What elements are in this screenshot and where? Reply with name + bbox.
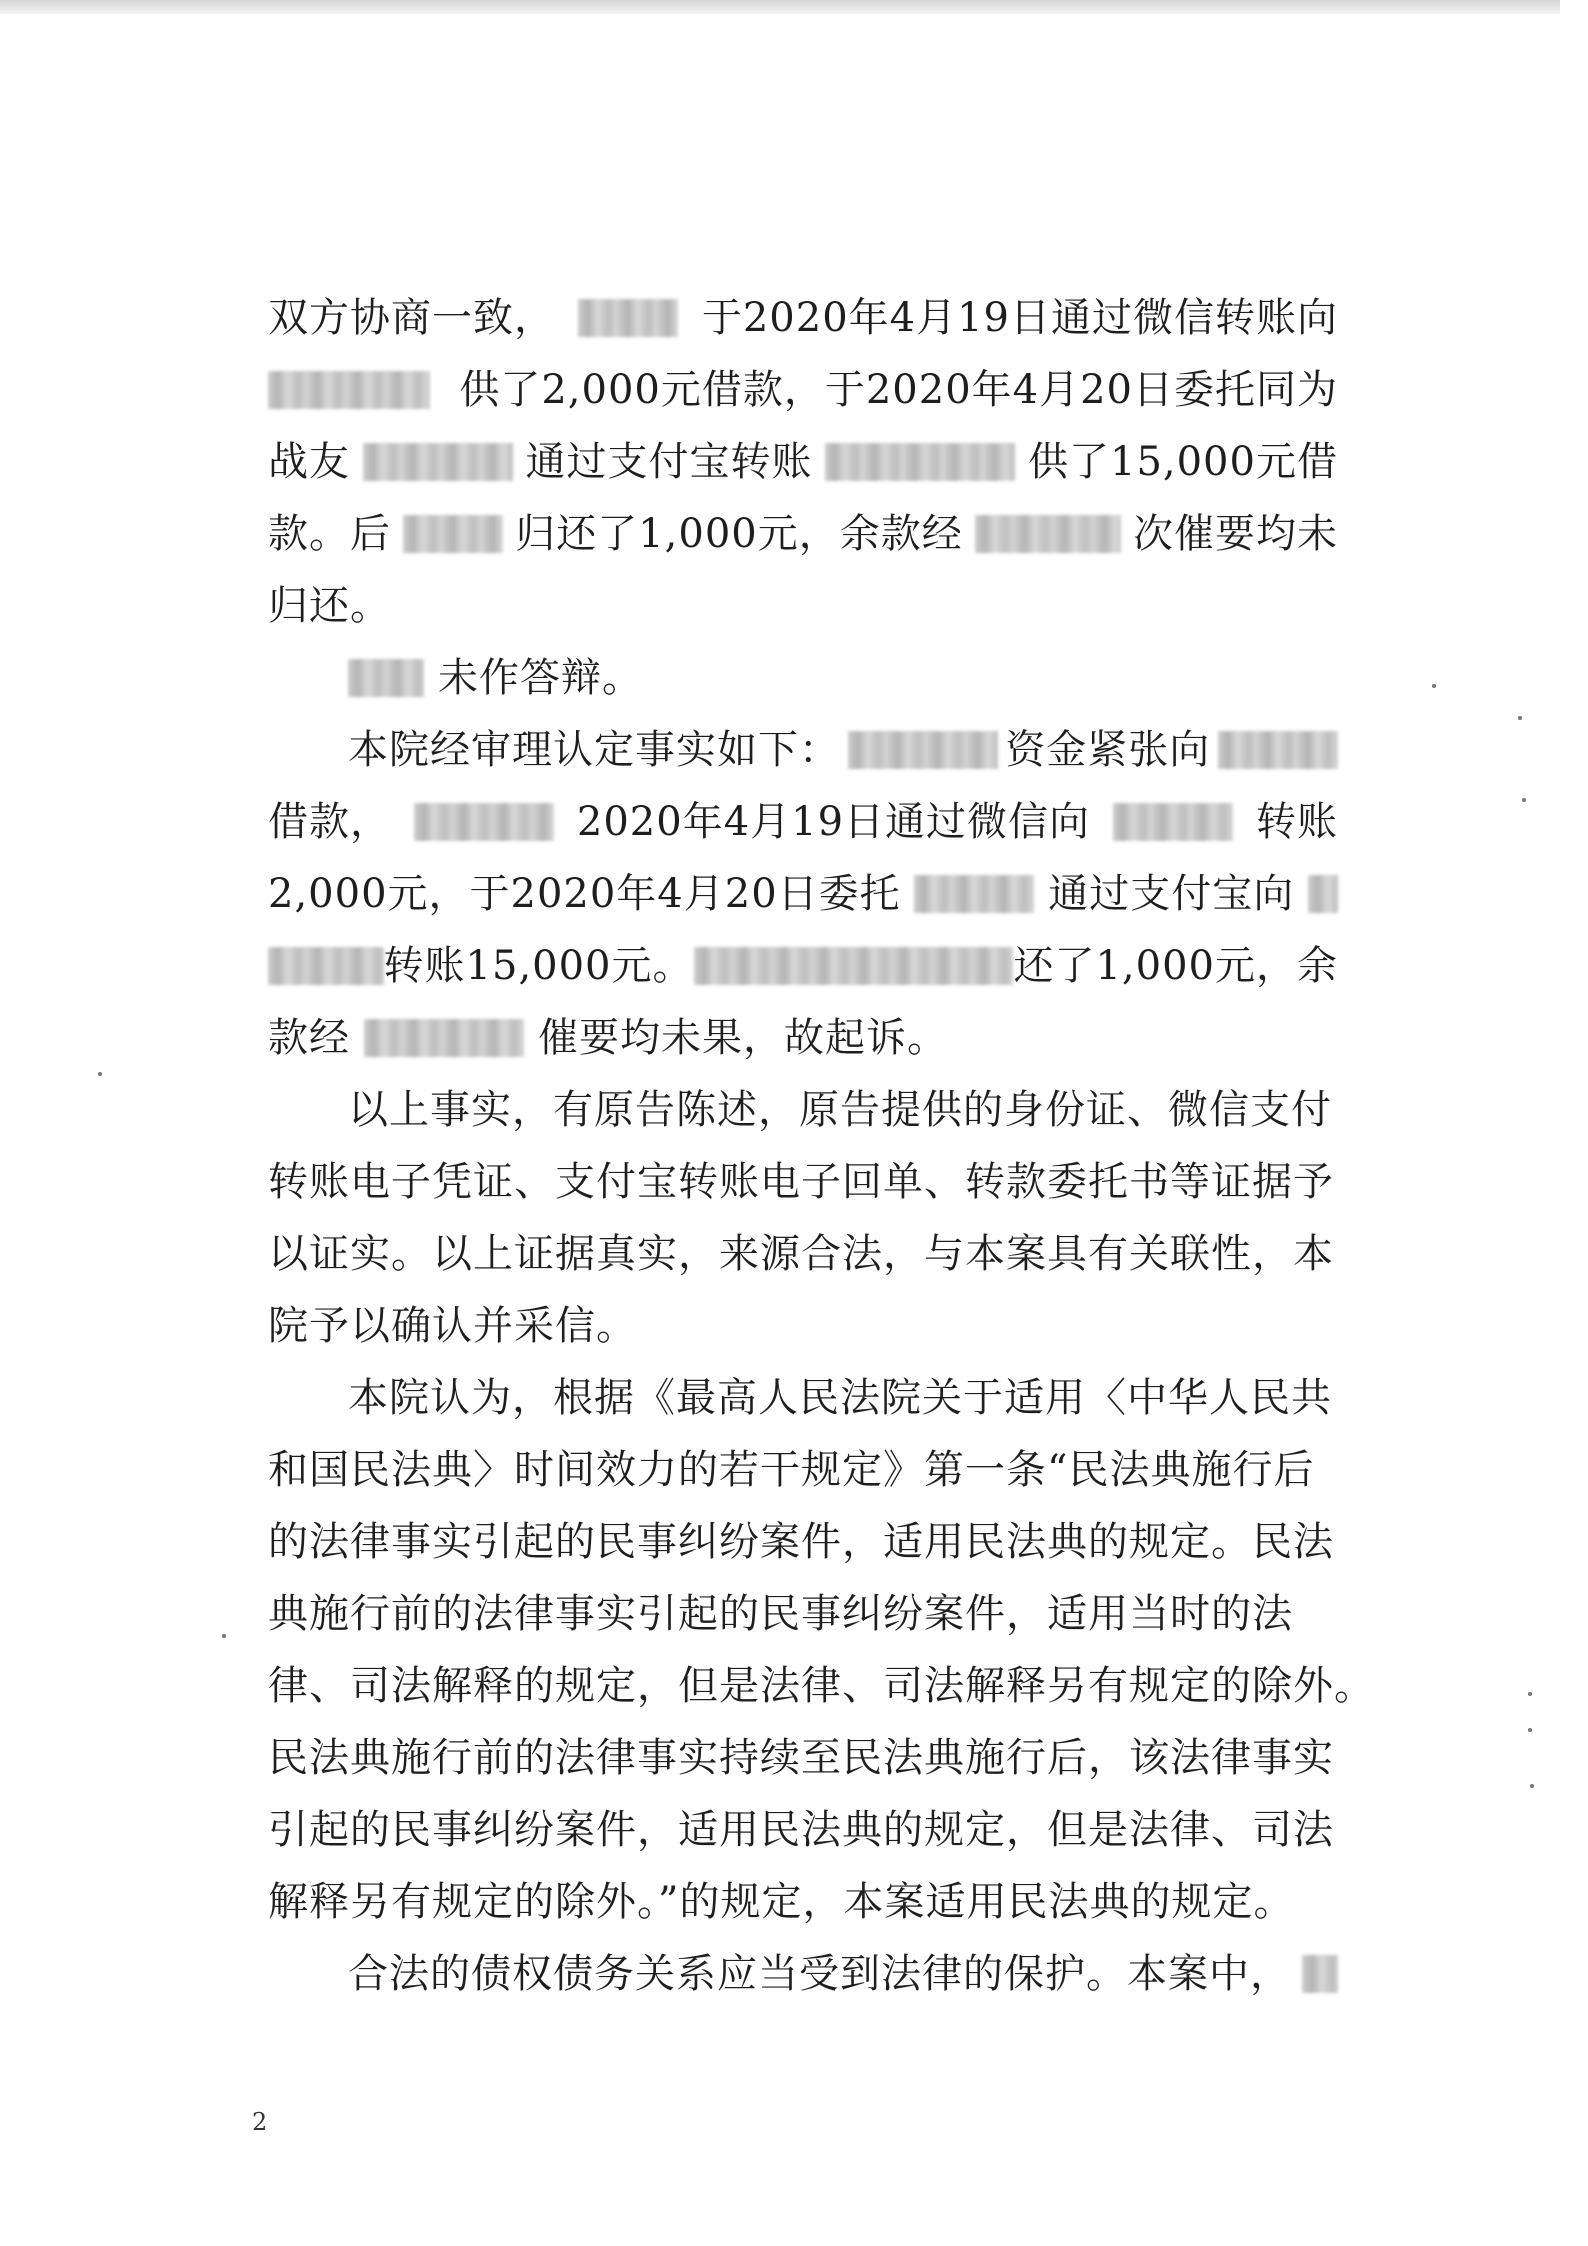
text: 民法典施行前的法律事实持续至民法典施行后，该法律事实	[268, 1735, 1334, 1781]
text: 律、司法解释的规定，但是法律、司法解释另有规定的除外。	[268, 1663, 1375, 1709]
p1-line-3	[268, 426, 1338, 498]
scan-speck	[98, 1072, 102, 1076]
text: 典施行前的法律事实引起的民事纠纷案件，适用当时的法	[268, 1591, 1293, 1637]
text: 的法律事实引起的民事纠纷案件，适用民法典的规定。民法	[268, 1519, 1334, 1565]
redacted-name	[975, 515, 1121, 553]
text: 催要均未果，故起诉。	[538, 1015, 948, 1061]
p5-line-4	[268, 1578, 1338, 1650]
redacted-name	[268, 371, 430, 409]
text: 院予以确认并采信。	[268, 1303, 637, 1349]
text: 款经	[268, 1015, 350, 1061]
text: 战友	[268, 439, 350, 485]
text: 借款，	[268, 799, 391, 845]
text: 2020年4月19日通过微信向	[576, 799, 1091, 845]
text: 和国民法典〉时间效力的若干规定》第一条“民法典施行后	[268, 1447, 1315, 1493]
p1-line-4	[268, 498, 1338, 570]
scan-top-edge	[0, 0, 1560, 14]
text: 通过支付宝向	[1048, 871, 1295, 917]
redacted-name	[914, 875, 1034, 913]
text: 解释另有规定的除外。”的规定，本案适用民法典的规定。	[268, 1879, 1295, 1925]
text: 转账电子凭证、支付宝转账电子回单、转款委托书等证据予	[268, 1159, 1334, 1205]
redacted-name	[825, 443, 1015, 481]
redacted-name	[414, 803, 554, 841]
redacted-name	[403, 515, 503, 553]
redacted-name	[348, 659, 424, 697]
p1-line-5	[268, 570, 1338, 642]
document-body	[268, 282, 1375, 2010]
text: 未作答辩。	[438, 655, 643, 701]
redacted-name	[1218, 731, 1338, 769]
redacted-name	[364, 1019, 524, 1057]
text: 转账	[1255, 799, 1338, 845]
scan-speck	[1530, 1784, 1534, 1788]
p5-line-7	[268, 1794, 1338, 1866]
p1-line-1	[268, 282, 1338, 354]
p3-line-4	[268, 930, 1338, 1002]
text: 次催要均未	[1132, 511, 1338, 557]
p6-line-1	[268, 1938, 1338, 2010]
p4-line-2	[268, 1146, 1338, 1218]
text: 转账15,000元。	[383, 943, 694, 989]
text: 供了2,000元借款，于2020年4月20日委托同为	[459, 367, 1338, 413]
p5-line-5	[268, 1650, 1375, 1722]
p5-line-3	[268, 1506, 1338, 1578]
text: 款。后	[268, 511, 391, 557]
redacted-name	[363, 443, 513, 481]
text: 引起的民事纠纷案件，适用民法典的规定，但是法律、司法	[268, 1807, 1334, 1853]
text: 本院经审理认定事实如下：	[348, 727, 840, 773]
scan-speck	[1522, 798, 1526, 802]
scan-speck	[1528, 1692, 1532, 1696]
p4-line-3	[268, 1218, 1338, 1290]
redacted-name	[694, 947, 1014, 985]
p3-line-2	[268, 786, 1338, 858]
p3-line-1	[268, 714, 1338, 786]
p1-line-2	[268, 354, 1338, 426]
redacted-name	[268, 947, 384, 985]
scan-speck	[1432, 684, 1436, 688]
p4-line-4	[268, 1290, 1338, 1362]
scan-speck	[222, 1634, 226, 1638]
p3-line-3	[268, 858, 1338, 930]
p5-line-6	[268, 1722, 1338, 1794]
text: 供了15,000元借	[1028, 439, 1338, 485]
text: 以证实。以上证据真实，来源合法，与本案具有关联性，本	[268, 1231, 1334, 1277]
scan-speck	[1528, 1728, 1532, 1732]
text: 还了1,000元，余	[1013, 943, 1338, 989]
redacted-name	[1113, 803, 1233, 841]
p4-line-1	[268, 1074, 1338, 1146]
text: 以上事实，有原告陈述，原告提供的身份证、微信支付	[348, 1087, 1332, 1133]
redacted-name	[1308, 875, 1338, 913]
redacted-name	[848, 731, 998, 769]
text: 2,000元，于2020年4月20日委托	[268, 871, 901, 917]
text: 资金紧张向	[1005, 727, 1211, 773]
text: 归还了1,000元，余款经	[515, 511, 963, 557]
redacted-name	[1302, 1955, 1338, 1993]
p5-line-1	[268, 1362, 1338, 1434]
p2-line-1	[268, 642, 1338, 714]
text: 通过支付宝转账	[525, 439, 813, 485]
p5-line-2	[268, 1434, 1338, 1506]
text: 本院认为，根据《最高人民法院关于适用〈中华人民共	[348, 1375, 1332, 1421]
redacted-name	[578, 299, 678, 337]
text: 归还。	[268, 583, 391, 629]
scan-speck	[1518, 716, 1522, 720]
text: 于2020年4月19日通过微信转账向	[701, 295, 1338, 341]
p5-line-8	[268, 1866, 1338, 1938]
page-number: 2	[252, 2108, 268, 2136]
text: 合法的债权债务关系应当受到法律的保护。本案中，	[348, 1951, 1291, 1997]
p3-line-5	[268, 1002, 1338, 1074]
text: 双方协商一致，	[268, 295, 555, 341]
